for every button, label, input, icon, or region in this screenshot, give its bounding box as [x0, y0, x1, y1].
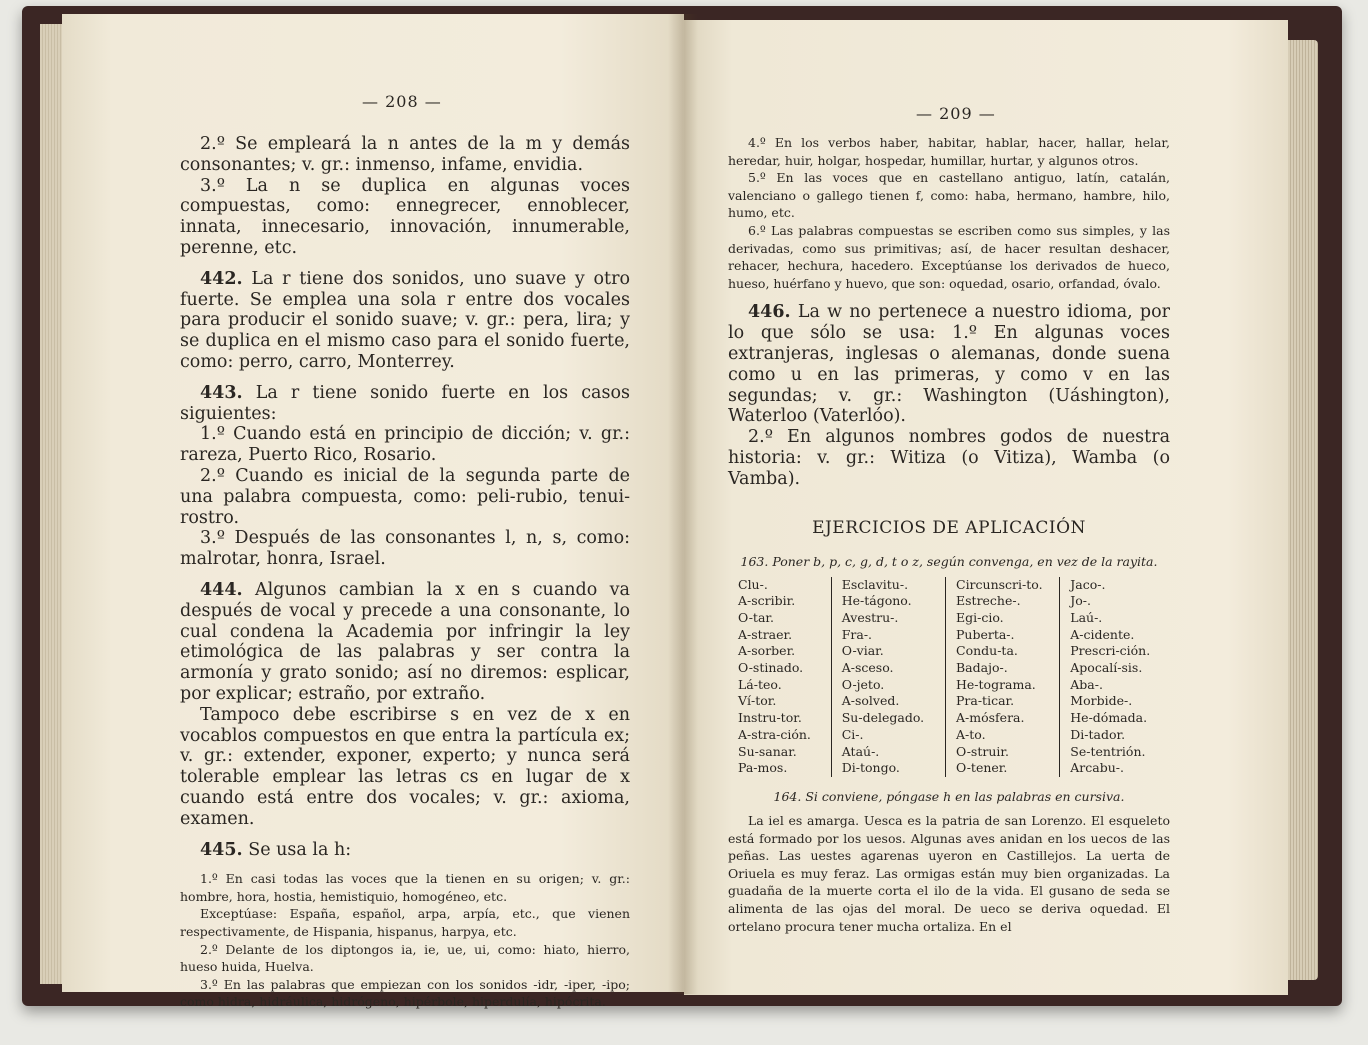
exercise-word: Apocalí-sis.: [1070, 660, 1143, 676]
exercise-word: Circunscri-to.: [956, 576, 1043, 592]
exercise-word: A-straer.: [738, 626, 793, 642]
paragraph-text: 2.º Se empleará la n antes de la m y demás consonantes; v. gr.: inmenso, infame, envidia.: [180, 134, 630, 175]
section-number: 445.: [200, 839, 243, 860]
paragraph: [180, 176, 630, 259]
exercise-word: He-tograma.: [956, 676, 1036, 692]
paragraph-text: 1.º Cuando está en principio de dicción; v. gr.: rareza, Puerto Rico, Rosario.: [180, 424, 630, 466]
exercise-word: Condu-ta.: [956, 643, 1018, 659]
exercise-word: Morbide-.: [1070, 693, 1133, 709]
exercise-word: A-solved.: [841, 693, 900, 709]
exercise-word: Di-tongo.: [841, 760, 900, 776]
paragraph-text: Exceptúase: España, español, arpa, arpía, etc., que vienen respectivamente, de Hispania, hispanus, harpya, etc.: [180, 906, 630, 940]
paragraph-text: 2.º Cuando es inicial de la segunda parte de una palabra compuesta, como: peli-rubio, tenui-rostro.: [180, 465, 630, 528]
exercise-word: Su-delegado.: [841, 710, 925, 726]
exercise-word: Arcabu-.: [1070, 760, 1124, 776]
exercise-164-text: La iel es amarga. Uesca es la patria de san Lorenzo. El esqueleto está formado por los uesos. Algunas aves anidan en los uecos de las peñas. Las uestes agarenas uyeron en Castillejos. La uerta de Oriuela es muy feraz. Las ormigas están muy bien organizadas. La guadaña de la muerte corta el ilo de la vida. El gusano de seda se alimenta de las ojas del moral. De ueco se deriva oquedad. El ortelano procura tener mucha ortaliza. En el: [728, 812, 1170, 934]
exercise-word: Lá-teo.: [738, 676, 782, 692]
exercise-word: Pa-mos.: [738, 760, 788, 776]
paragraph: [180, 705, 630, 830]
exercise-word: A-mósfera.: [956, 710, 1025, 726]
paragraph-text: 1.º En casi todas las voces que la tienen en su origen; v. gr.: hombre, hora, hostia, hemistiquio, homogéneo, etc.: [180, 871, 630, 904]
exercise-word: A-sceso.: [841, 660, 894, 676]
exercise-word: O-viar.: [841, 643, 884, 659]
exercise-word: Jo-.: [1070, 593, 1091, 609]
paragraph-text: La w no pertenece a nuestro idioma, por lo que sólo se usa: 1.º En algunas voces extranjeras, inglesas o alemanas, donde suena como u en las primeras, y como v en las segundas; v. gr.: Washington (Uáshington), Waterloo (Vaterlóo).: [728, 302, 1170, 427]
paragraph-text: 6.º Las palabras compuestas se escriben como sus simples, y las derivadas, como sus primitivas; así, de hacer resultan deshacer, rehacer, hechura, hacedero. Exceptúanse los derivados de hueco, hueso, huérfano y huevo, que son: oquedad, osario, orfandad, óvalo.: [728, 222, 1170, 291]
paragraph: [180, 840, 630, 861]
paragraph: [728, 222, 1170, 292]
right-page-paragraphs: [728, 134, 1170, 490]
exercise-word: Ci-.: [841, 726, 864, 742]
paragraph: [180, 528, 630, 570]
paragraph: [180, 424, 630, 466]
exercise-word: He-tágono.: [841, 593, 912, 609]
paragraph-text: La r tiene dos sonidos, uno suave y otro fuerte. Se emplea una sola r entre dos vocales para producir el sonido suave; v. gr.: pera, lira; y se duplica en el mismo caso para el sonido fuerte, como: perro, carro, Monterrey.: [180, 268, 630, 372]
paragraph: [180, 466, 630, 528]
paragraph: [728, 169, 1170, 222]
exercise-word: Laú-.: [1070, 609, 1103, 625]
exercise-163-word-grid: [738, 577, 1170, 777]
exercise-column: [738, 577, 831, 777]
exercise-word: A-to.: [956, 726, 986, 742]
exercise-word: O-tar.: [738, 609, 774, 625]
paragraph-text: 2.º En algunos nombres godos de nuestra historia: v. gr.: Witiza (o Vitiza), Wamba (o Vamba).: [728, 427, 1170, 489]
exercises-heading: EJERCICIOS DE APLICACIÓN: [812, 517, 1086, 538]
exercise-column: [1059, 577, 1170, 777]
exercise-word: Prescri-ción.: [1070, 643, 1151, 659]
section-number: 442.: [200, 268, 243, 289]
paragraph: [728, 302, 1170, 427]
exercise-164-instruction: 164. Si conviene, póngase h en las palabras en cursiva.: [773, 788, 1125, 804]
paragraph-text: 4.º En los verbos haber, habitar, hablar, hacer, hallar, helar, heredar, huir, holgar, hospedar, humillar, hurtar, y algunos otros.: [728, 135, 1170, 168]
page-number-209: — 209 —: [916, 104, 996, 123]
paragraph: [728, 427, 1170, 489]
exercise-word: A-scribir.: [738, 593, 796, 609]
exercise-word: Puberta-.: [956, 626, 1015, 642]
paragraph: [180, 905, 630, 940]
paragraph: [180, 134, 630, 176]
exercise-column: [831, 577, 945, 777]
paragraph: [180, 269, 630, 373]
paragraph: [728, 134, 1170, 169]
paragraph-text: Se usa la h:: [248, 839, 352, 860]
section-number: 446.: [748, 302, 791, 323]
exercise-word: O-stinado.: [738, 660, 804, 676]
paragraph-text: Tampoco debe escribirse s en vez de x en vocablos compuestos en que entra la partícula ex; v. gr.: extender, exponer, experto; y nunca será tolerable emplear las letras cs en lugar de x cuando está entre dos vocales; v. gr.: axioma, examen.: [180, 704, 630, 829]
exercise-word: Jaco-.: [1070, 576, 1106, 592]
paragraph-text: 3.º La n se duplica en algunas voces compuestas, como: ennegrecer, ennoblecer, innata, innecesario, innovación, innumerable, perenne, etc.: [180, 175, 630, 258]
page-number-208: — 208 —: [362, 92, 442, 111]
paragraph: [180, 383, 630, 425]
exercise-163-instruction: 163. Poner b, p, c, g, d, t o z, según convenga, en vez de la rayita.: [740, 553, 1158, 569]
right-page: [684, 20, 1288, 995]
exercise-word: He-dómada.: [1070, 710, 1148, 726]
exercise-word: Estreche-.: [956, 593, 1021, 609]
exercise-word: Fra-.: [841, 626, 873, 642]
paragraph-text: La r tiene sonido fuerte en los casos siguientes:: [180, 382, 630, 424]
exercise-word: A-stra-ción.: [738, 726, 811, 742]
exercise-word: Clu-.: [738, 576, 768, 592]
paragraph: [180, 870, 630, 905]
exercise-word: Ataú-.: [841, 743, 880, 759]
exercise-word: Su-sanar.: [738, 743, 797, 759]
exercise-word: O-tener.: [956, 760, 1008, 776]
paragraph-text: Algunos cambian la x en s cuando va después de vocal y precede a una consonante, lo cual condena la Academia por infringir la ley etimológica de las palabras y ser contra la armonía y grato sonido; así no diremos: esplicar, por explicar; estraño, por extraño.: [180, 579, 630, 704]
paragraph: [180, 941, 630, 976]
paragraph: [180, 580, 630, 705]
section-number: 443.: [200, 382, 243, 403]
paragraph-text: 3.º En las palabras que empiezan con los sonidos -idr, -iper, -ipo; como hidra, hidráulica, hidrógeno, hipérbole, hiperdulía, hipócrita.: [180, 976, 630, 1010]
exercise-column: [945, 577, 1059, 777]
exercise-word: Se-tentrión.: [1070, 743, 1146, 759]
paragraph-text: 2.º Delante de los diptongos ia, ie, ue, ui, como: hiato, hierro, hueso huida, Huelva.: [180, 941, 630, 975]
exercise-word: A-cidente.: [1070, 626, 1135, 642]
right-page-text: [728, 134, 1170, 935]
section-number: 444.: [200, 579, 243, 600]
exercise-word: Instru-tor.: [738, 710, 802, 726]
exercise-word: Aba-.: [1070, 676, 1103, 692]
paragraph-text: 5.º En las voces que en castellano antiguo, latín, catalán, valenciano o gallego tienen f, como: haba, hermano, hambre, hilo, humo, etc.: [728, 170, 1170, 221]
exercise-word: Pra-ticar.: [956, 693, 1015, 709]
paragraph: [180, 976, 630, 1011]
exercise-word: O-struir.: [956, 743, 1009, 759]
exercise-word: Di-tador.: [1070, 726, 1126, 742]
exercise-word: Badajo-.: [956, 660, 1008, 676]
exercise-word: Egi-cio.: [956, 609, 1004, 625]
left-page-text: [180, 134, 630, 1011]
exercise-word: Ví-tor.: [738, 693, 777, 709]
exercise-word: A-sorber.: [738, 643, 796, 659]
left-page: [62, 14, 684, 1010]
exercise-word: Esclavitu-.: [841, 576, 909, 592]
exercise-word: Avestru-.: [841, 609, 899, 625]
exercise-word: O-jeto.: [841, 676, 885, 692]
paragraph-text: 3.º Después de las consonantes l, n, s, como: malrotar, honra, Israel.: [180, 528, 630, 570]
